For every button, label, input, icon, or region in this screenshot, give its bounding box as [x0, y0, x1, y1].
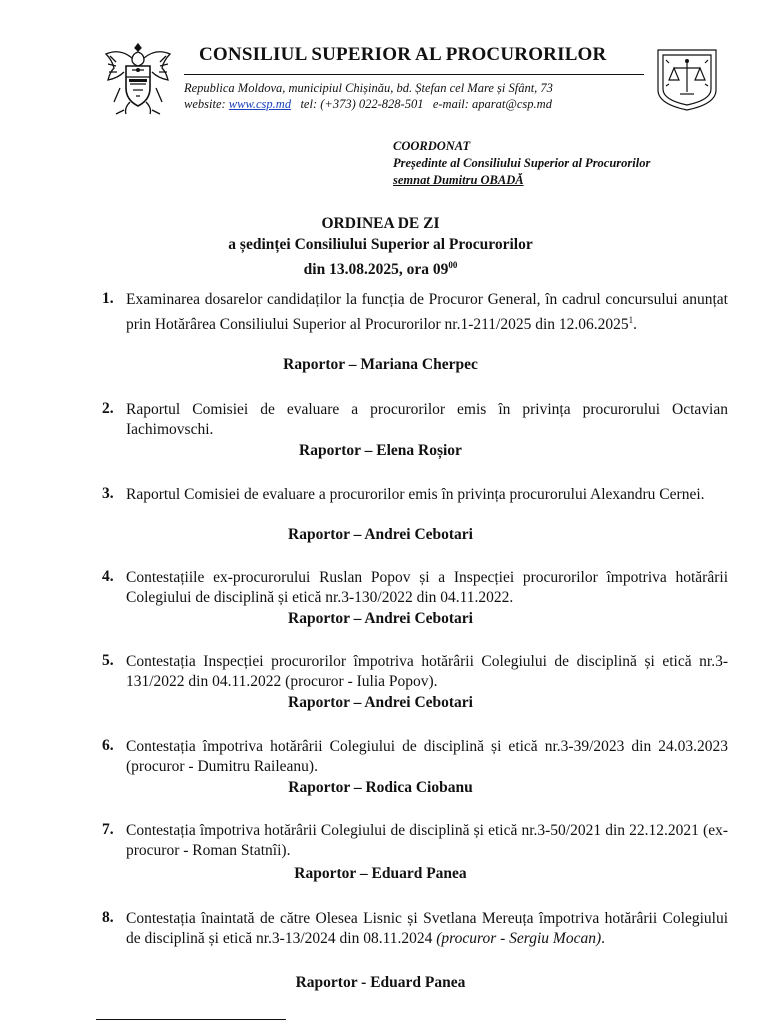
item-number: 3.	[102, 485, 114, 502]
item-reporter: Raportor - Eduard Panea	[295, 974, 466, 991]
email-text: e-mail: aparat@csp.md	[432, 97, 552, 111]
item-reporter: Raportor – Andrei Cebotari	[288, 610, 473, 627]
item-reporter: Raportor – Eduard Panea	[294, 865, 467, 882]
item-number: 7.	[102, 821, 114, 838]
agenda-title: ORDINEA DE ZI	[321, 215, 440, 232]
item-text: Raportul Comisiei de evaluare a procurorilor emis în privința procurorului Octavian Iachimovschi.	[126, 401, 728, 438]
footnote-divider	[96, 1019, 286, 1020]
item-number: 8.	[102, 909, 114, 926]
item-number: 2.	[102, 400, 114, 417]
item-reporter: Raportor – Andrei Cebotari	[288, 526, 473, 543]
item-text: Contestațiile ex-procurorului Ruslan Popov și a Inspecției procurorilor împotriva hotărârii Colegiului de disciplină și etică nr.3-130/2022 din 04.11.2022.	[126, 569, 728, 606]
item-reporter: Raportor – Mariana Cherpec	[283, 356, 478, 373]
item-text: Contestația împotriva hotărârii Colegiului de disciplină și etică nr.3-39/2023 din 24.03.2023 (procuror - Dumitru Raileanu).	[126, 738, 728, 775]
item-reporter: Raportor – Rodica Ciobanu	[288, 779, 473, 796]
item-text: Contestația înaintată de către Olesea Lisnic și Svetlana Mereuța împotriva hotărârii Colegiului de disciplină și etică nr.3-13/2024 din 08.11.2024 (procuror - Sergiu Mocan).	[126, 910, 728, 947]
contact-line	[184, 96, 553, 112]
item-number: 6.	[102, 737, 114, 754]
address-line: Republica Moldova, municipiul Chișinău, bd. Ștefan cel Mare și Sfânt, 73	[184, 81, 553, 95]
item-text: Examinarea dosarelor candidaților la funcția de Procuror General, în cadrul concursului anunțat prin Hotărârea Consiliului Superior al Procurorilor nr.1-211/2025 din 12.06.2025$^1$.	[126, 291, 728, 334]
item-text: Raportul Comisiei de evaluare a procurorilor emis în privința procurorului Alexandru Cernei.	[126, 486, 705, 503]
agenda-subtitle: a ședinței Consiliului Superior al Procurorilor	[228, 236, 533, 253]
item-number: 4.	[102, 568, 114, 585]
item-number: 1.	[102, 290, 114, 307]
item-text: Contestația împotriva hotărârii Colegiului de disciplină și etică nr.3-50/2021 din 22.12.2021 (ex-procuror - Roman Statnîi).	[126, 822, 728, 859]
coordination-signature: semnat Dumitru OBADĂ	[393, 173, 524, 187]
agenda-title-block	[0, 213, 761, 280]
coordination-label: COORDONAT	[393, 139, 471, 153]
contact-block	[184, 80, 553, 112]
item-number: 5.	[102, 652, 114, 669]
item-reporter: Raportor – Andrei Cebotari	[288, 694, 473, 711]
org-title: CONSILIUL SUPERIOR AL PROCURORILOR	[199, 44, 607, 65]
item-reporter: Raportor – Elena Roșior	[299, 442, 462, 459]
website-label: website:	[184, 97, 226, 111]
item-text: Contestația Inspecției procurorilor împotriva hotărârii Colegiului de disciplină și etică nr.3-131/2022 din 04.11.2022 (procuror - Iulia Popov).	[126, 653, 728, 690]
coordination-block	[393, 138, 650, 189]
coordination-role: Președinte al Consiliului Superior al Procurorilor	[393, 156, 651, 170]
website-link[interactable]: www.csp.md	[228, 97, 292, 111]
moldova-coat-of-arms-icon	[100, 40, 176, 118]
agenda-date: din 13.08.2025, ora $09^{00}$	[303, 260, 458, 279]
csp-emblem-icon	[652, 46, 722, 112]
phone-text: tel: (+373) 022-828-501	[300, 97, 424, 111]
header-divider	[184, 74, 644, 75]
